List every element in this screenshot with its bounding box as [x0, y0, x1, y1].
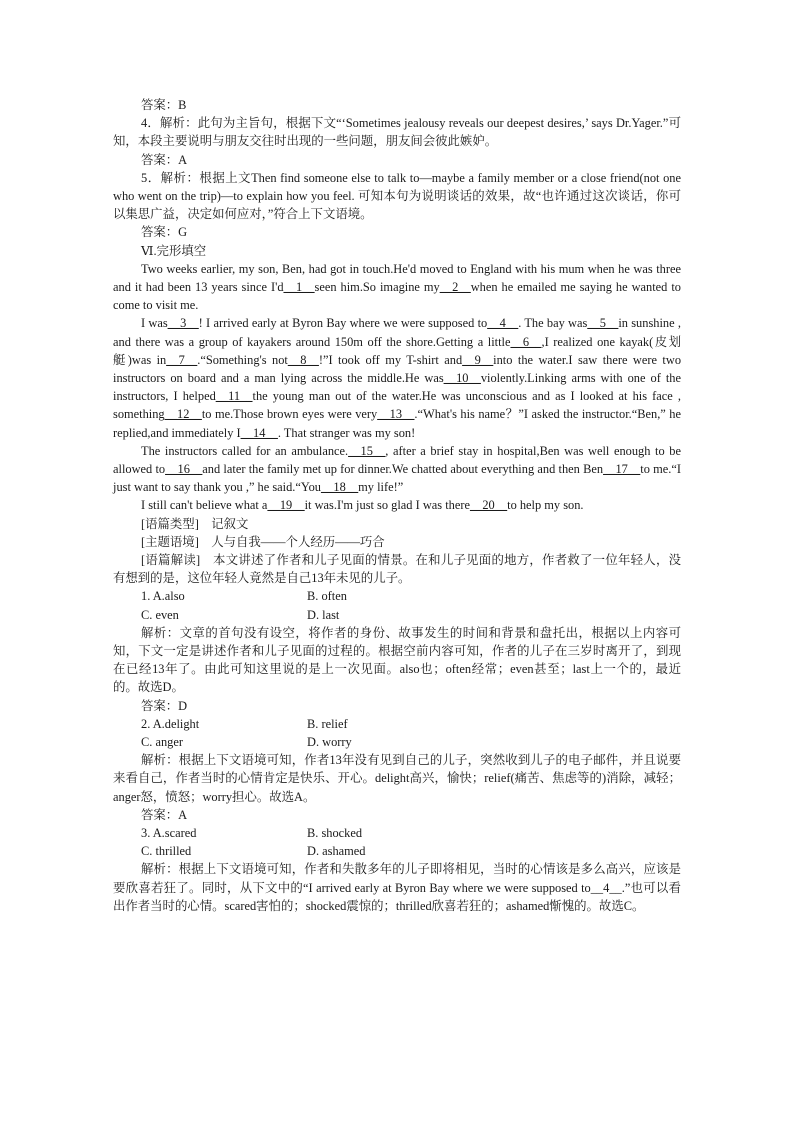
analysis-paragraph: 解析：根据上下文语境可知，作者13年没有见到自己的儿子，突然收到儿子的电子邮件，并且说要来看自己，作者当时的心情肯定是快乐、开心。delight高兴，愉快；relief(痛苦、焦虑等的)消除，减轻；anger怒，愤怒；worry担心。故选A。: [113, 753, 681, 804]
option-d: D. worry: [307, 735, 352, 750]
blank-11: __11__: [215, 389, 253, 404]
answer-line: 答案：A: [141, 152, 188, 167]
answer-line: 答案：A: [141, 807, 188, 822]
blank-3: __3__: [167, 316, 199, 331]
blank-13: __13__: [377, 407, 415, 422]
option-b: B. often: [307, 589, 347, 604]
option-d: D. last: [307, 607, 340, 622]
options-row: [113, 606, 681, 624]
blank-5: __5__: [587, 316, 619, 331]
theme-line: [主题语境] 人与自我——个人经历——巧合: [141, 534, 385, 549]
options-row: [113, 715, 681, 733]
analysis-paragraph: 5．解析：根据上文Then find someone else to talk to—maybe a family member or a close friend(not one who went on the trip)—to explain how you feel. 可知本句为说明谈话的效果，故“也许通过这次谈话，你可以集思广益，决定如何应对，”符合上下文语境。: [113, 170, 681, 222]
blank-8: __8__: [287, 352, 319, 367]
passage-paragraph: I still can't believe what a__19__it was.I'm just so glad I was there__20__to help my son.: [141, 498, 584, 513]
blank-4: __4__: [487, 316, 519, 331]
blank-20: __20__: [469, 498, 508, 513]
option-a: 1. A.also: [141, 589, 185, 604]
blank-1: __1__: [283, 280, 315, 295]
answer-line: 答案：B: [141, 98, 187, 112]
blank-7: __7__: [166, 352, 198, 367]
analysis-paragraph: 4．解析：此句为主旨句，根据下文“‘Sometimes jealousy reveals our deepest desires,’ says Dr.Yager.”可知，本段主要说明与朋友交往时出现的一些问题，朋友间会彼此嫉妒。: [113, 116, 681, 149]
analysis-paragraph: 解析：文章的首句没有设空，将作者的身份、故事发生的时间和背景和盘托出，根据以上内容可知，下文一定是讲述作者和儿子见面的过程的。根据空前内容可知，作者的儿子在三岁时离开了，到现在已经13年了。由此可知这里说的是上一次见面。also也；often经常；even甚至；last上一个的，最近的。故选D。: [113, 625, 681, 695]
blank-2: __2__: [439, 280, 471, 295]
passage-paragraph: Two weeks earlier, my son, Ben, had got in touch.He'd moved to England with his mum when he was three and it had been 13 years since I'd__1__seen him.So imagine my__2__when he emailed me saying he wanted to come to visit me.: [113, 261, 682, 313]
blank-15: __15__: [348, 443, 386, 458]
answer-line: 答案：G: [141, 225, 188, 240]
answer-line: 答案：D: [141, 698, 188, 713]
option-c: C. thrilled: [141, 844, 192, 859]
blank-9: __9__: [462, 352, 494, 367]
passage-paragraph: I was__3__! I arrived early at Byron Bay where we were supposed to__4__. The bay was__5__in sunshine , and there was a group of kayakers around 150m off the shore.Getting a little__6__,I realized one kayak(皮划艇)was in__7__.“Something's not__8__!”I took off my T-shirt and__9__into the water.I saw there were two instructors on board and a man lying across the middle.He was__10__violently.Linking arms with one of the instructors, I helped__11__the young man out of the water.He was unconscious and as I looked at his face , something__12__to me.Those brown eyes were very__13__.“What's his name？”I asked the instructor.“Ben,” he replied,and immediately I__14__. That stranger was my son!: [113, 316, 682, 440]
passage-paragraph: The instructors called for an ambulance.__15__, after a brief stay in hospital,Ben was well enough to be allowed to__16__and later the family met up for dinner.We chatted about everything and then Ben__17__to me.“I just want to say thank you ,” he said.“You__18__my life!”: [113, 443, 682, 495]
option-d: D. ashamed: [307, 844, 366, 859]
text-type-line: [语篇类型] 记叙文: [141, 516, 249, 531]
options-row: [113, 587, 681, 605]
blank-12: __12__: [164, 407, 202, 422]
blank-14: __14__: [240, 425, 278, 440]
blank-18: __18__: [320, 480, 359, 495]
document-page: [113, 96, 681, 915]
section-title: Ⅵ.完形填空: [141, 243, 207, 258]
blank-10: __10__: [443, 371, 481, 386]
analysis-paragraph: 解析：根据上下文语境可知，作者和失散多年的儿子即将相见，当时的心情该是多么高兴，应该是要欣喜若狂了。同时，从下文中的“I arrived early at Byron Bay where we were supposed to__4__.”也可以看出作者当时的心情。scared害怕的；shocked震惊的；thrilled欣喜若狂的；ashamed惭愧的。故选C。: [113, 862, 681, 913]
option-a: 3. A.scared: [141, 826, 197, 841]
option-c: C. even: [141, 607, 179, 622]
option-b: B. relief: [307, 716, 348, 731]
blank-17: __17__: [603, 462, 641, 477]
option-b: B. shocked: [307, 826, 363, 841]
summary-paragraph: [语篇解读] 本文讲述了作者和儿子见面的情景。在和儿子见面的地方，作者救了一位年轻人，没有想到的是，这位年轻人竟然是自己13年未见的儿子。: [113, 553, 681, 586]
options-row: [113, 824, 681, 842]
options-row: [113, 842, 681, 860]
options-row: [113, 733, 681, 751]
option-c: C. anger: [141, 735, 183, 750]
option-a: 2. A.delight: [141, 716, 200, 731]
blank-16: __16__: [165, 462, 203, 477]
blank-6: __6__: [510, 334, 542, 349]
blank-19: __19__: [267, 498, 305, 513]
